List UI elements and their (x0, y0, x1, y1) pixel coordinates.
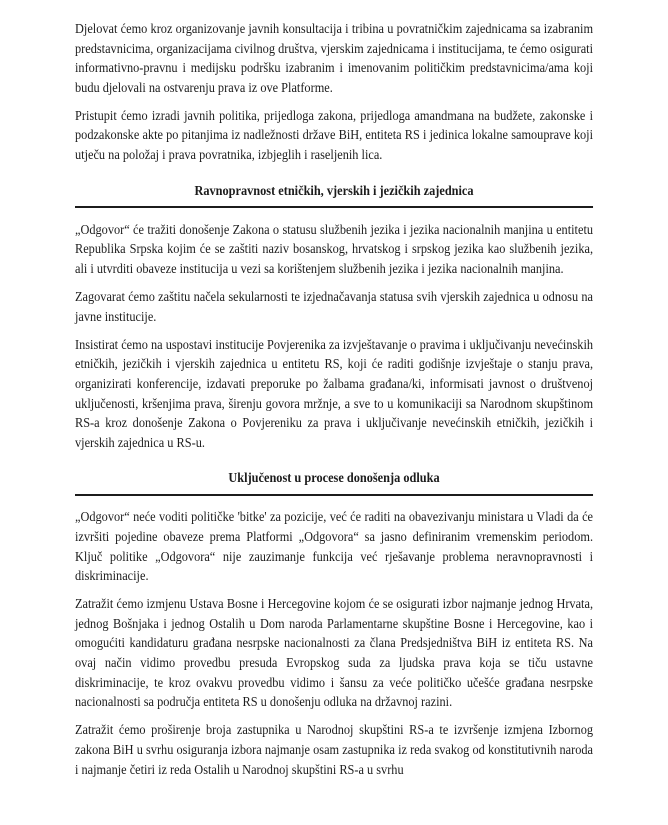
intro-paragraph-consultations: Djelovat ćemo kroz organizovanje javnih konsultacija i tribina u povratničkim zajednicama sa izabranim predstavnicima, organizacijama civilnog društva, vjerskim zajednicama i institucijama, te ćemo osigurati informativno-pravnu i medijsku podršku izabranim i imenovanim političkim predstavnicima/ama koji budu djelovali na ostvarenju prava iz ove Platforme. (75, 22, 594, 96)
section-inclusion-paragraph-constitution: Zatražit ćemo izmjenu Ustava Bosne i Hercegovine kojom će se osigurati izbor najmanje jednog Hrvata, jednog Bošnjaka i jednog Ostalih u Dom naroda Parlamentarne skupštine Bosne i Hercegovine, kao i omogućiti kandidaturu građana nesrpske nacionalnosti za člana Predsjedništva BiH iz entiteta RS. Na ovaj način vidimo provedbu presuda Evropskog suda za ljudska prava koja se tiču ustavne diskriminacije, te kroz ovakvu provedbu vidimo i šansu za veće političko učešće građana nesrpske nacionalnosti sa područja entiteta RS u donošenju odluka na državnoj razini. (75, 597, 594, 711)
section-heading-equality: Ravnopravnost etničkih, vjerskih i jezičkih zajednica (75, 182, 593, 209)
document-content (75, 20, 593, 780)
section-inclusion-paragraph-assembly: Zatražit ćemo proširenje broja zastupnika u Narodnoj skupštini RS-a te izvršenje izmjena Izbornog zakona BiH u svrhu osiguranja izbora najmanje osam zastupnika iz reda svakog od konstitutivnih naroda i najmanje četiri iz reda Ostalih u Narodnoj skupštini RS-a u svrhu (75, 723, 594, 778)
section-equality-paragraph-languages-law: „Odgovor“ će tražiti donošenje Zakona o statusu službenih jezika i jezika nacionalnih manjina u entitetu Republika Srpska kojim će se zaštiti naziv bosanskog, hrvatskog i srpskog jezika kao službenih jezika, ali i utvrditi obaveze institucija u vezi sa korištenjem službenih jezika i jezika nacionalnih manjina. (75, 222, 594, 277)
section-equality-paragraph-commissioner: Insistirat ćemo na uspostavi institucije Povjerenika za izvještavanje o pravima i uključivanju nevećinskih etničkih, jezičkih i vjerskih zajednica u entitetu RS, koji će raditi godišnje izvještaje o stanju prava, organizirati konferencije, izdavati preporuke po žalbama građana/ki, informisati javnost o društvenoj uključenosti, kršenjima prava, širenju govora mržnje, a sve to u komunikaciji sa Narodnom skupštinom RS-a kroz donošenje Zakona o Povjereniku za prava i uključivanje nevećinskih etničkih, jezičkih i vjerskih zajednica u RS-u. (75, 337, 594, 451)
section-equality-paragraph-secularism: Zagovarat ćemo zaštitu načela sekularnosti te izjednačavanja statusa svih vjerskih zajednica u odnosu na javne institucije. (75, 290, 594, 325)
section-inclusion-paragraph-platform: „Odgovor“ neće voditi političke 'bitke' za pozicije, već će raditi na obavezivanju ministara u Vladi da će izvršiti pojedine obaveze prema Platformi „Odgovora“ sa jasno definiranim vremenskim periodom. Ključ politike „Odgovora“ nije zauzimanje funkcija već rješavanje problema neravnopravnosti i diskriminacije. (75, 510, 594, 585)
section-heading-inclusion: Uključenost u procese donošenja odluka (75, 469, 593, 496)
intro-paragraph-policies: Pristupit ćemo izradi javnih politika, prijedloga zakona, prijedloga amandmana na budžete, zakonske i podzakonske akte po pitanjima iz nadležnosti države BiH, entiteta RS i jedinica lokalne samouprave koji utječu na položaj i prava povratnika, izbjeglih i raseljenih lica. (75, 108, 594, 164)
